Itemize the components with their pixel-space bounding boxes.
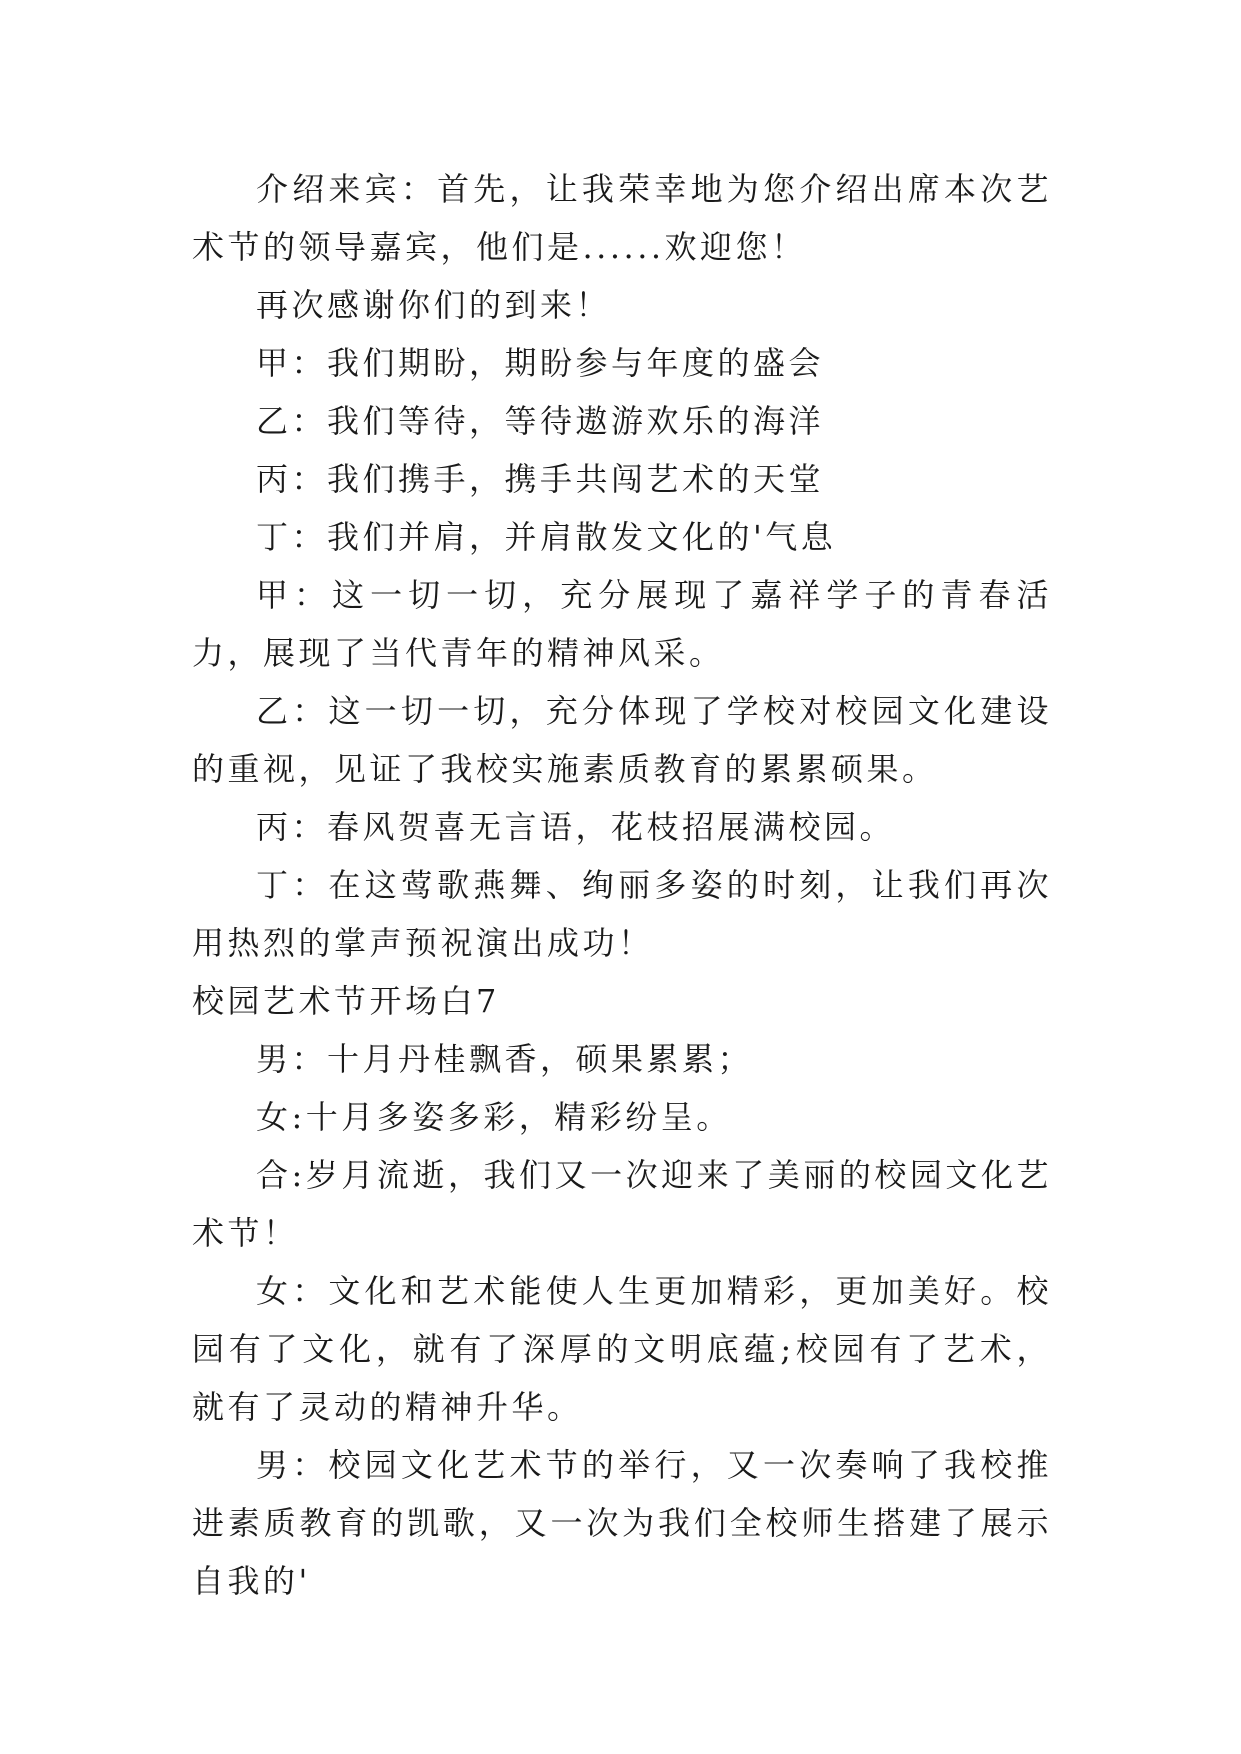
document-page: [192, 160, 1052, 1610]
paragraph: 甲：这一切一切，充分展现了嘉祥学子的青春活力，展现了当代青年的精神风采。: [192, 576, 1052, 672]
paragraph: 丙：我们携手，携手共闯艺术的天堂: [256, 460, 825, 498]
paragraph: 丙：春风贺喜无言语，花枝招展满校园。: [256, 808, 896, 846]
paragraph: 乙：这一切一切，充分体现了学校对校园文化建设的重视，见证了我校实施素质教育的累累硕果。: [192, 692, 1052, 788]
paragraph: 女:十月多姿多彩，精彩纷呈。: [256, 1098, 732, 1136]
paragraph: 介绍来宾：首先，让我荣幸地为您介绍出席本次艺术节的领导嘉宾，他们是......欢迎您！: [192, 170, 1052, 266]
paragraph: 甲：我们期盼，期盼参与年度的盛会: [256, 344, 825, 382]
section-heading: 校园艺术节开场白7: [192, 982, 500, 1020]
paragraph: 再次感谢你们的到来！: [256, 286, 612, 324]
paragraph: 女：文化和艺术能使人生更加精彩，更加美好。校园有了文化，就有了深厚的文明底蕴;校园有了艺术，就有了灵动的精神升华。: [192, 1272, 1052, 1426]
paragraph: 丁：我们并肩，并肩散发文化的'气息: [256, 518, 837, 556]
paragraph: 男：校园文化艺术节的举行，又一次奏响了我校推进素质教育的凯歌，又一次为我们全校师生搭建了展示自我的': [192, 1446, 1052, 1600]
paragraph: 丁：在这莺歌燕舞、绚丽多姿的时刻，让我们再次用热烈的掌声预祝演出成功！: [192, 866, 1052, 962]
paragraph: 乙：我们等待，等待遨游欢乐的海洋: [256, 402, 825, 440]
paragraph: 男：十月丹桂飘香，硕果累累；: [256, 1040, 754, 1078]
paragraph: 合:岁月流逝，我们又一次迎来了美丽的校园文化艺术节！: [192, 1156, 1052, 1252]
